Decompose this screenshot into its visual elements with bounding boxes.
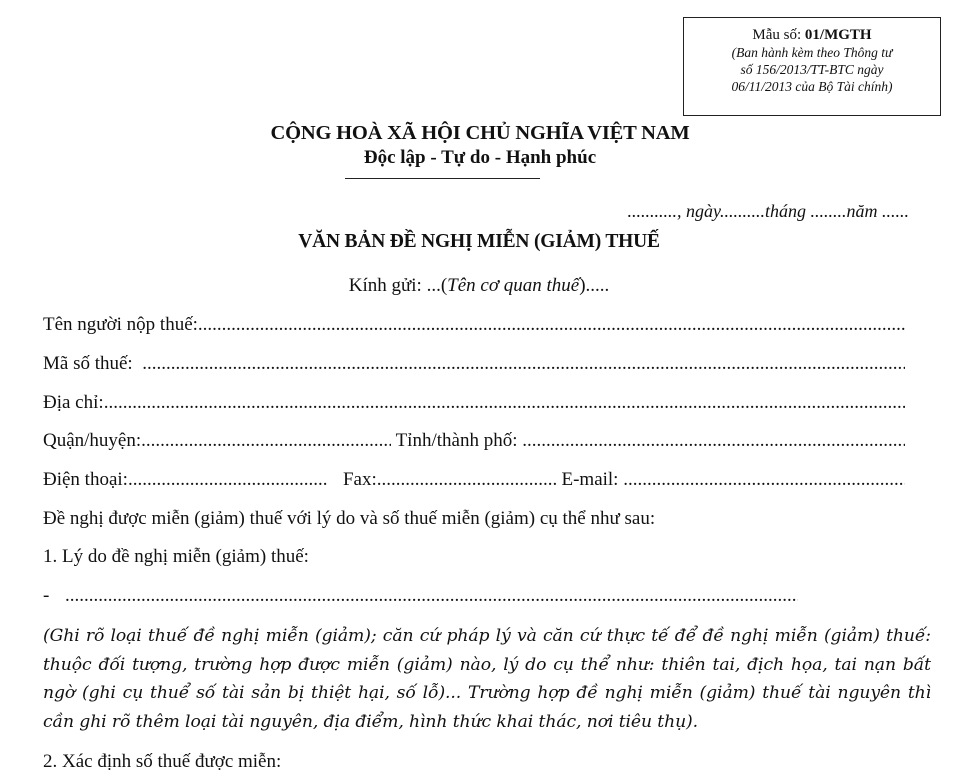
section-1-heading: 1. Lý do đề nghị miễn (giảm) thuế: bbox=[43, 546, 309, 567]
province-input[interactable] bbox=[522, 430, 905, 452]
form-code-note-line-1: (Ban hành kèm theo Thông tư bbox=[731, 45, 893, 60]
reason-line bbox=[43, 585, 798, 607]
field-address bbox=[43, 392, 905, 414]
tax-code-label: Mã số thuế: bbox=[43, 353, 143, 374]
bullet-dash: - bbox=[43, 585, 50, 606]
recipient-prefix: Kính gửi: ...( bbox=[348, 275, 448, 296]
date-line[interactable]: ..........., ngày..........tháng ........năm ...... bbox=[627, 201, 909, 221]
taxpayer-name-input[interactable] bbox=[198, 314, 905, 336]
form-code bbox=[684, 26, 940, 44]
fax-input[interactable] bbox=[377, 469, 557, 491]
form-code-note-line-3: 06/11/2013 của Bộ Tài chính) bbox=[731, 79, 893, 94]
province-label: Tỉnh/thành phố: bbox=[391, 430, 523, 451]
address-input[interactable] bbox=[104, 392, 905, 414]
phone-label: Điện thoại: bbox=[43, 469, 128, 490]
district-input[interactable] bbox=[141, 430, 391, 452]
email-label: E-mail: bbox=[556, 469, 624, 490]
section-2-heading: 2. Xác định số thuế được miễn: bbox=[43, 751, 282, 772]
field-tax-code bbox=[43, 353, 905, 375]
form-code-label: Mẫu số: bbox=[752, 27, 805, 43]
nation-motto: Độc lập - Tự do - Hạnh phúc bbox=[363, 147, 597, 168]
form-code-box bbox=[683, 17, 941, 116]
document-title: VĂN BẢN ĐỀ NGHỊ MIỄN (GIẢM) THUẾ bbox=[298, 231, 660, 252]
reason-input[interactable] bbox=[65, 585, 798, 607]
recipient-placeholder[interactable]: Tên cơ quan thuế bbox=[447, 275, 580, 296]
header-divider bbox=[345, 178, 540, 179]
field-taxpayer-name bbox=[43, 314, 905, 336]
field-contact bbox=[43, 469, 905, 491]
recipient-line bbox=[0, 275, 958, 297]
nation-title: CỘNG HOÀ XÃ HỘI CHỦ NGHĨA VIỆT NAM bbox=[270, 122, 690, 144]
form-code-value: 01/MGTH bbox=[804, 27, 872, 43]
request-intro: Đề nghị được miễn (giảm) thuế với lý do và số thuế miễn (giảm) cụ thể như sau: bbox=[43, 508, 656, 529]
email-input[interactable] bbox=[623, 469, 905, 491]
tax-code-input[interactable] bbox=[142, 353, 905, 375]
form-code-note-line-2: số 156/2013/TT-BTC ngày bbox=[740, 62, 884, 77]
recipient-suffix: )..... bbox=[579, 275, 610, 296]
phone-input[interactable] bbox=[128, 469, 328, 491]
national-header bbox=[230, 120, 730, 170]
fax-label: Fax: bbox=[342, 469, 377, 490]
field-district-province bbox=[43, 430, 905, 452]
district-label: Quận/huyện: bbox=[43, 430, 142, 451]
instruction-note: (Ghi rõ loại thuế đề nghị miễn (giảm); căn cứ pháp lý và căn cứ thực tế để đề nghị miễn (giảm) thuế: thuộc đối tượng, trường hợp được miễn (giảm) nào, lý do cụ thể như: thiên tai, địch họa, tai nạn bất ngờ (ghi cụ thuể số tài sản bị thiệt hại, số lỗ)... Trường hợp đề nghị miễn (giảm) thuế tài nguyên thì cần ghi rõ thêm loại tài nguyên, địa điểm, hình thức khai thác, nơi tiêu thụ). bbox=[43, 626, 931, 732]
address-label: Địa chỉ: bbox=[43, 392, 104, 413]
taxpayer-name-label: Tên người nộp thuế: bbox=[43, 314, 198, 335]
